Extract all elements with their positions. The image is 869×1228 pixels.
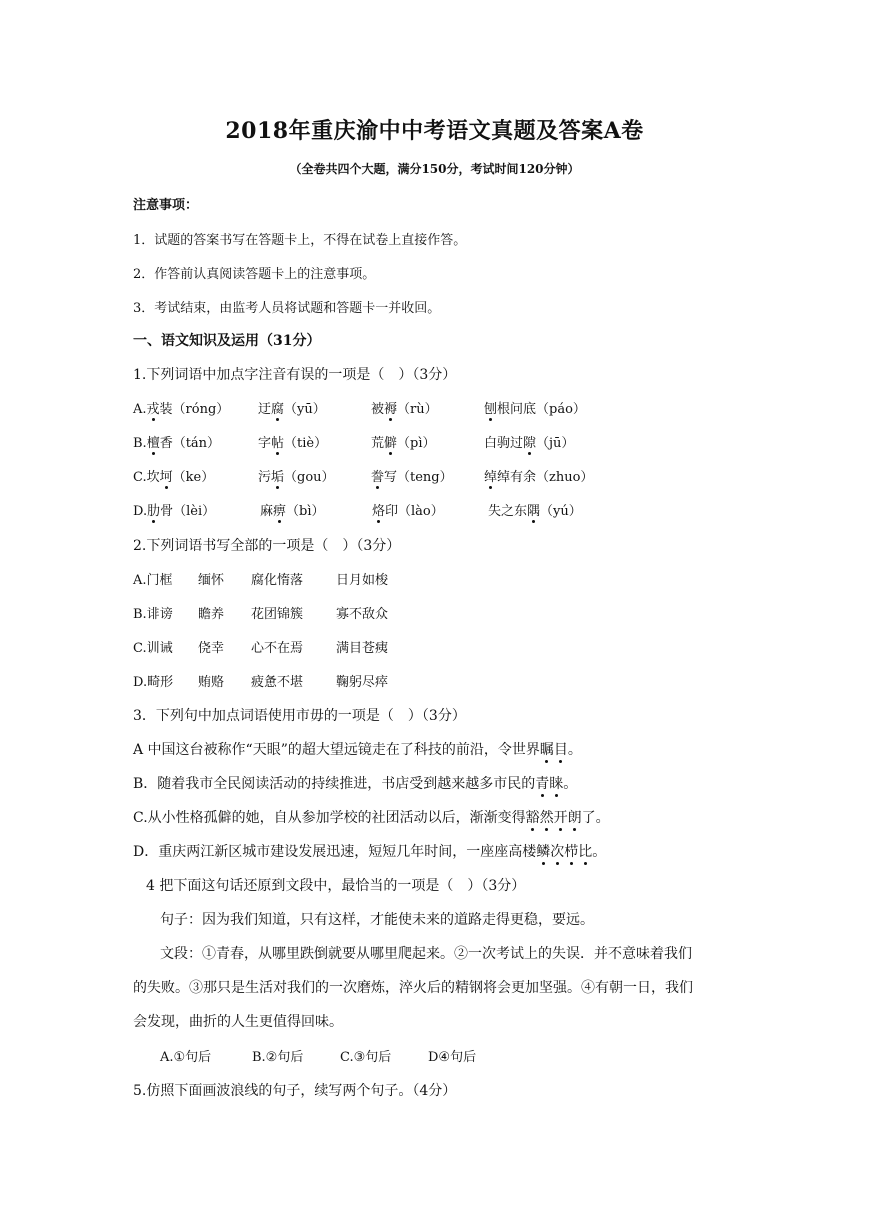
dotted-char: 豁	[526, 807, 540, 827]
option-item	[198, 603, 224, 622]
option-text: 花团锦簇	[251, 607, 304, 622]
option-item	[336, 671, 388, 690]
dotted-char: 次	[550, 841, 564, 861]
option-text: 装（róng）	[159, 402, 230, 417]
dotted-char: 青	[535, 773, 549, 793]
question-4-paragraph-line: 的失败。③那只是生活对我们的一次磨炼，淬火后的精钢将会更加坚强。④有朝一日，我们	[133, 980, 693, 996]
dotted-char: 瞩	[540, 739, 554, 759]
option-item	[258, 398, 326, 417]
option-item	[336, 637, 388, 656]
option-item	[133, 466, 214, 485]
dotted-char: 帖	[271, 432, 284, 451]
option-text: D．重庆两江新区城市建设发展迅速，短短几年时间，一座座高楼	[133, 844, 537, 860]
dotted-char: 鳞	[536, 841, 550, 861]
notice-item: 1．试题的答案书写在答题卡上，不得在试卷上直接作答。	[133, 233, 467, 248]
option-item	[258, 432, 327, 451]
option-text: （pì）	[397, 436, 436, 451]
option-item	[133, 603, 173, 622]
option-text: （yū）	[284, 402, 326, 417]
option-item	[484, 466, 593, 485]
option-item	[133, 841, 606, 861]
option-text: 满目苍痍	[336, 641, 389, 656]
option-text: （bì）	[286, 504, 325, 519]
option-text: 瞻养	[198, 607, 225, 622]
dotted-char: 坷	[160, 466, 173, 485]
option-item	[336, 569, 388, 588]
option-item	[133, 773, 577, 793]
option-item	[198, 637, 224, 656]
option-text: 失之东	[488, 504, 528, 519]
option-item	[133, 671, 173, 690]
option-text: 了。	[581, 810, 610, 826]
option-label: B.	[133, 607, 147, 622]
option-text: 训诫	[146, 641, 173, 656]
dotted-char: 比	[578, 841, 592, 861]
option-item	[133, 637, 173, 656]
page-subtitle: （全卷共四个大题，满分150分，考试时间120分钟）	[289, 162, 580, 176]
question-2-stem: 2.下列词语书写全部的一项是（ ）（3分）	[133, 538, 401, 554]
option-text: 写（teng）	[384, 470, 453, 485]
option-text: （tiè）	[284, 436, 328, 451]
option-label: B.	[133, 436, 147, 451]
option-text: 白驹过	[484, 436, 524, 451]
option-text: 污	[258, 470, 272, 485]
dotted-char: 戎	[147, 398, 160, 417]
dotted-char: 褥	[384, 398, 397, 417]
dotted-char: 隙	[523, 432, 536, 451]
dotted-char: 痹	[273, 500, 286, 519]
option-item	[336, 603, 388, 622]
dotted-char: 腐	[271, 398, 284, 417]
option-text: 。	[567, 742, 582, 758]
option-item	[133, 569, 173, 588]
option-text: （jū）	[536, 436, 575, 451]
dotted-char: 僻	[384, 432, 397, 451]
option-item	[251, 603, 303, 622]
notice-item: 2．作答前认真阅读答题卡上的注意事项。	[133, 267, 376, 282]
option-text: 侥幸	[198, 641, 225, 656]
option-item	[488, 500, 582, 519]
option-item	[251, 637, 303, 656]
option-text: 迂	[258, 402, 272, 417]
option-item	[133, 807, 610, 827]
option-text: 寡不敌众	[336, 607, 389, 622]
dotted-char: 刨	[484, 398, 497, 417]
question-4-option: A.①句后	[160, 1050, 212, 1065]
section-heading: 一、语文知识及运用（31分）	[133, 333, 321, 349]
option-text: A 中国这台被称作“天眼”的超大望远镜走在了科技的前沿，令世界	[133, 742, 540, 758]
option-item	[484, 398, 586, 417]
option-text: 诽谤	[146, 607, 173, 622]
option-text: 鞠躬尽瘁	[336, 675, 389, 690]
option-text: 字	[258, 436, 272, 451]
question-4-option: C.③句后	[340, 1050, 392, 1065]
option-text: 根问底（páo）	[497, 402, 586, 417]
question-1-stem: 1.下列词语中加点字注音有误的一项是（ ）（3分）	[133, 367, 457, 383]
option-text: （yú）	[540, 504, 582, 519]
dotted-char: 目	[554, 739, 568, 759]
option-text: 疲惫不堪	[251, 675, 304, 690]
option-text: 绰有余（zhuo）	[497, 470, 594, 485]
dotted-char: 开	[554, 807, 568, 827]
question-4-sentence: 句子：因为我们知道，只有这样，才能使未来的道路走得更稳，要远。	[160, 912, 594, 928]
dotted-char: 朗	[568, 807, 582, 827]
option-label: D.	[133, 675, 148, 690]
dotted-char: 烙	[372, 500, 385, 519]
question-4-paragraph-line: 文段：①青春，从哪里跌倒就要从哪里爬起来。②一次考试上的失误．并不意味着我们	[160, 946, 692, 962]
option-text: 。	[592, 844, 607, 860]
option-item	[251, 671, 303, 690]
option-item	[133, 739, 582, 759]
option-item	[260, 500, 325, 519]
option-item	[133, 398, 229, 417]
dotted-char: 睐	[549, 773, 563, 793]
question-4-option: D④句后	[428, 1050, 477, 1065]
dotted-char: 檀	[147, 432, 160, 451]
option-text: C.从小性格孤僻的她，自从参加学校的社团活动以后，渐渐变得	[133, 810, 526, 826]
option-text: （ke）	[172, 470, 215, 485]
option-text: 被	[371, 402, 385, 417]
option-text: 心不在焉	[251, 641, 304, 656]
option-item	[133, 432, 220, 451]
question-5-stem: 5.仿照下面画波浪线的句子，续写两个句子。（4分）	[133, 1083, 457, 1099]
option-text: （gou）	[284, 470, 335, 485]
dotted-char: 绰	[484, 466, 497, 485]
option-item	[258, 466, 335, 485]
option-text: 荒	[371, 436, 385, 451]
question-4-paragraph-line: 会发现，曲折的人生更值得回味。	[133, 1014, 343, 1030]
option-text: 畸形	[147, 675, 174, 690]
question-3-stem: 3．下列句中加点词语使用市毋的一项是（ ）（3分）	[133, 708, 466, 724]
option-text: 印（lào）	[385, 504, 444, 519]
option-item	[198, 569, 224, 588]
option-text: 腐化惰落	[251, 573, 304, 588]
dotted-char: 栉	[564, 841, 578, 861]
option-text: 。	[563, 776, 578, 792]
option-item	[371, 398, 438, 417]
option-item	[251, 569, 303, 588]
question-4-stem: 4 把下面这句话还原到文段中，最恰当的一项是（ ）（3分）	[146, 878, 526, 894]
option-label: A.	[133, 573, 147, 588]
option-item	[371, 466, 453, 485]
option-text: B．随着我市全民阅读活动的持续推进，书店受到越来越多市民的	[133, 776, 536, 792]
option-text: 骨（lèi）	[160, 504, 216, 519]
option-label: A.	[133, 402, 147, 417]
question-4-option: B.②句后	[252, 1050, 304, 1065]
dotted-char: 隅	[527, 500, 540, 519]
option-text: 缅怀	[198, 573, 225, 588]
dotted-char: 誊	[371, 466, 384, 485]
page-title: 2018年重庆渝中中考语文真题及答案A卷	[225, 118, 644, 144]
notice-heading: 注意事项：	[133, 198, 199, 213]
option-text: 贿赂	[198, 675, 225, 690]
option-text: 香（tán）	[159, 436, 221, 451]
option-item	[372, 500, 444, 519]
option-label: D.	[133, 504, 148, 519]
option-label: C.	[133, 641, 147, 656]
dotted-char: 肋	[147, 500, 160, 519]
option-text: 门框	[146, 573, 173, 588]
option-item	[198, 671, 224, 690]
option-text: （rù）	[397, 402, 438, 417]
dotted-char: 垢	[271, 466, 284, 485]
option-item	[371, 432, 436, 451]
option-text: 日月如梭	[336, 573, 389, 588]
option-label: C.	[133, 470, 147, 485]
dotted-char: 然	[540, 807, 554, 827]
option-item	[133, 500, 215, 519]
option-text: 麻	[260, 504, 274, 519]
notice-item: 3．考试结束，由监考人员将试题和答题卡一并收回。	[133, 301, 441, 316]
option-item	[484, 432, 574, 451]
option-text: 坎	[146, 470, 160, 485]
